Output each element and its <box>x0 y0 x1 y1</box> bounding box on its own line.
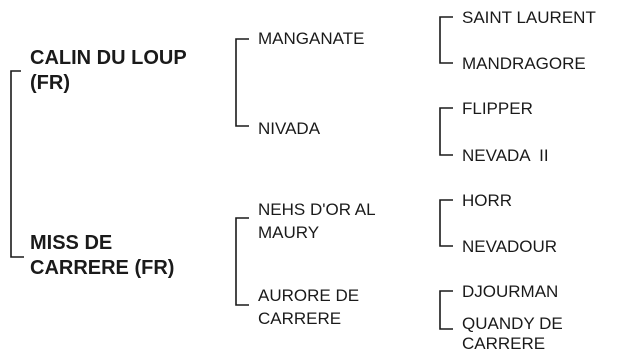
sire-sire-dam-name <box>462 52 586 75</box>
sire-dam-sire-name-line-1: FLIPPER <box>462 99 533 118</box>
sire-name-line-2: (FR) <box>30 72 70 94</box>
bracket-dam-sire <box>440 200 453 246</box>
bracket-sire-dam <box>440 108 453 155</box>
dam-sire-name-line-2: MAURY <box>258 223 320 242</box>
dam-dam-sire-name-line-1: DJOURMAN <box>462 282 559 301</box>
dam-dam-dam-name-line-1: QUANDY DE <box>462 314 563 333</box>
sire-sire-dam-name-line-1: MANDRAGORE <box>462 54 586 73</box>
sire-dam-dam-name <box>462 144 549 167</box>
sire-name-line-1: CALIN DU LOUP <box>30 47 187 69</box>
sire-sire-name <box>258 27 364 50</box>
sire-dam-name-line-1: NIVADA <box>258 119 321 138</box>
dam-dam-name-line-2: CARRERE <box>258 309 342 328</box>
dam-name-line-2: CARRERE (FR) <box>30 257 175 279</box>
sire-dam-dam-name-line-1: NEVADA II <box>462 146 549 165</box>
dam-sire-dam-name-line-1: NEVADOUR <box>462 237 558 256</box>
sire-sire-name-line-1: MANGANATE <box>258 29 365 48</box>
dam-dam-name-line-1: AURORE DE <box>258 286 360 305</box>
dam-dam-dam-name-line-2: CARRERE <box>462 334 546 353</box>
dam-sire-name-line-1: NEHS D'OR AL <box>258 200 376 219</box>
dam-dam-name <box>258 284 359 330</box>
bracket-sire-sire <box>440 17 453 63</box>
dam-dam-sire-name <box>462 280 558 303</box>
dam-sire-sire-name-line-1: HORR <box>462 191 513 210</box>
bracket-sire <box>236 39 249 126</box>
dam-sire-dam-name <box>462 235 557 258</box>
sire-sire-sire-name <box>462 6 596 29</box>
dam-name <box>30 231 174 281</box>
bracket-dam <box>236 218 249 305</box>
dam-name-line-1: MISS DE <box>30 232 113 254</box>
dam-dam-dam-name <box>462 314 563 354</box>
dam-sire-name <box>258 198 376 244</box>
sire-dam-sire-name <box>462 97 533 120</box>
bracket-dam-dam <box>440 291 453 329</box>
bracket-root <box>11 71 24 257</box>
dam-sire-sire-name <box>462 189 512 212</box>
sire-name <box>30 46 187 96</box>
sire-sire-sire-name-line-1: SAINT LAURENT <box>462 8 596 27</box>
sire-dam-name <box>258 117 320 140</box>
